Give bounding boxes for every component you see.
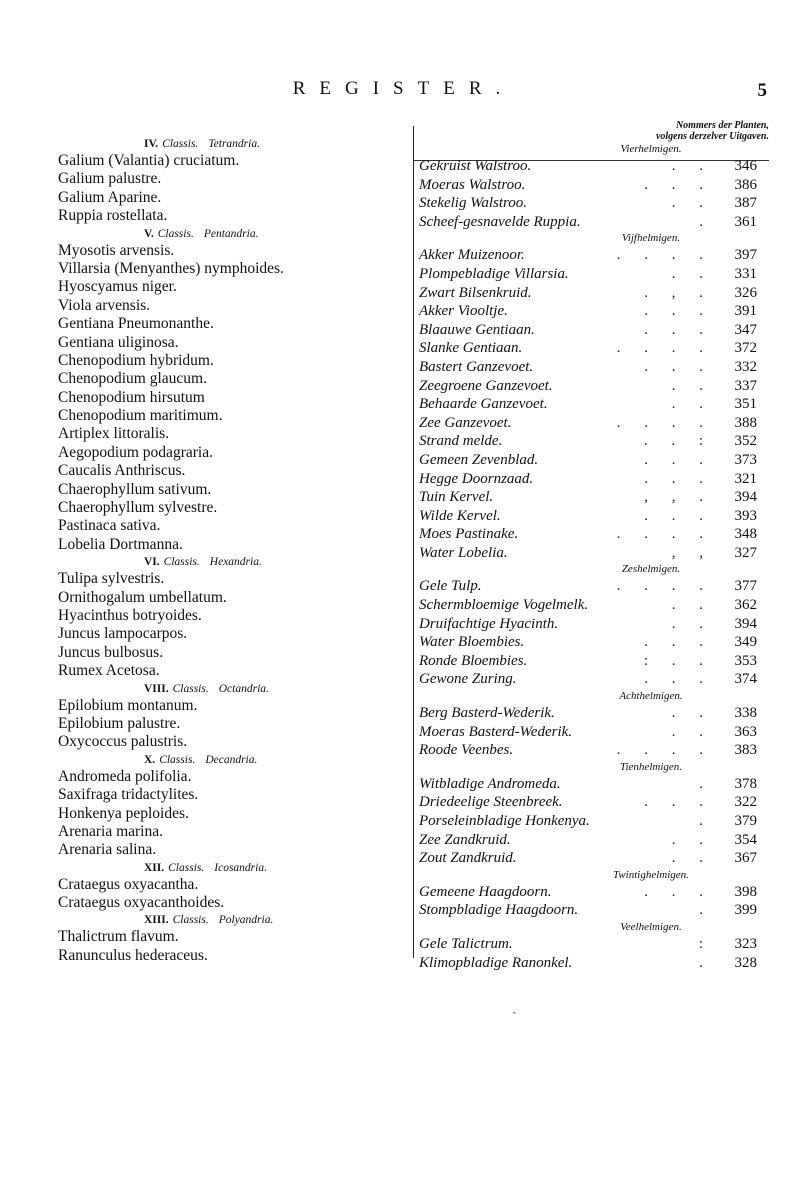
plant-name: Druifachtige Hyacinth. <box>419 615 559 632</box>
dutch-name-entry <box>413 935 769 954</box>
latin-name-entry: Ruppia rostellata. <box>58 207 168 225</box>
column-header-line-2: volgens derzelver Uitgaven. <box>655 131 769 142</box>
dutch-name-entry <box>413 507 769 526</box>
plant-number: 377 <box>734 578 757 595</box>
plant-name: Gemeene Haagdoorn. <box>419 883 552 900</box>
latin-name-entry: Hyacinthus botryoides. <box>58 606 202 624</box>
dutch-name-entry <box>413 265 769 284</box>
dutch-name-entry <box>413 723 769 742</box>
class-label: Classis. <box>162 138 199 150</box>
plant-number: 323 <box>734 935 757 952</box>
latin-name-entry: Chenopodium maritimum. <box>58 407 223 425</box>
class-label: Classis. <box>159 753 196 766</box>
leader-dots: . . . <box>644 671 713 688</box>
latin-name-entry: Crataegus oxyacantha. <box>58 875 199 893</box>
plant-number: 398 <box>734 883 757 900</box>
leader-dots: . . . . <box>616 414 713 431</box>
latin-name-entry: Chenopodium hirsutum <box>58 388 205 406</box>
latin-name-entry: Andromeda polifolia. <box>58 767 192 785</box>
plant-name: Zeegroene Ganzevoet. <box>419 377 553 394</box>
plant-name: Behaarde Ganzevoet. <box>419 396 548 413</box>
leader-dots: . <box>699 213 713 230</box>
class-label: Classis. <box>168 861 205 874</box>
latin-name-entry: Chaerophyllum sylvestre. <box>58 499 218 517</box>
dutch-name-entry <box>413 451 769 470</box>
group-heading: Vijfhelmigen. <box>621 232 681 245</box>
latin-name-entry: Ranunculus hederaceus. <box>58 946 208 964</box>
latin-name-entry: Juncus bulbosus. <box>58 643 164 661</box>
dutch-name-entry <box>413 157 769 176</box>
dutch-name-entry <box>413 302 769 321</box>
leader-dots: . . <box>671 705 713 722</box>
plant-number: 337 <box>734 377 757 394</box>
dutch-name-entry <box>413 284 769 303</box>
latin-name-entry: Tulipa sylvestris. <box>58 570 165 588</box>
plant-number: 327 <box>734 544 757 561</box>
class-label: Classis. <box>172 682 209 695</box>
plant-name: Schermbloemige Vogelmelk. <box>419 597 589 614</box>
plant-number: 386 <box>734 176 757 193</box>
leader-dots: . . . . <box>616 340 713 357</box>
class-heading <box>58 681 388 697</box>
plant-name: Porseleinbladige Honkenya. <box>419 813 590 829</box>
leader-dots: : . . <box>643 652 713 669</box>
dutch-name-entry <box>413 321 769 340</box>
dutch-name-entry <box>413 849 769 868</box>
plant-name: Gewone Zuring. <box>419 671 517 688</box>
class-name: Tetrandria. <box>208 138 260 150</box>
leader-dots: , , <box>671 544 713 561</box>
class-heading <box>58 554 388 570</box>
group-heading: Zeshelmigen. <box>621 563 681 576</box>
dutch-name-entry <box>413 793 769 812</box>
latin-name-entry: Artiplex littoralis. <box>58 425 170 443</box>
latin-name-entry: Thalictrum flavum. <box>58 928 179 946</box>
group-heading: Vierhelmigen. <box>620 143 682 155</box>
latin-name-entry: Rumex Acetosa. <box>58 662 160 680</box>
group-heading: Veelhelmigen. <box>620 920 682 933</box>
latin-name-entry: Hyoscyamus niger. <box>58 278 177 296</box>
latin-name-entry: Viola arvensis. <box>58 296 151 314</box>
plant-name: Zout Zandkruid. <box>419 850 517 867</box>
dutch-name-entry <box>413 395 769 414</box>
class-label: Classis. <box>163 556 200 569</box>
leader-dots: . <box>699 954 713 971</box>
class-label: Classis. <box>157 227 194 240</box>
plant-number: 379 <box>734 813 757 829</box>
dutch-name-entry <box>413 954 769 973</box>
plant-number: 394 <box>734 615 757 632</box>
dutch-name-entry <box>413 488 769 507</box>
plant-name: Akker Viooltje. <box>419 303 508 320</box>
plant-number: 351 <box>734 396 757 413</box>
plant-number: 349 <box>734 634 757 651</box>
plant-name: Gele Tulp. <box>419 578 482 595</box>
leader-dots: . . <box>671 158 713 174</box>
group-heading: Twintighelmigen. <box>613 868 689 881</box>
leader-dots: . . . <box>644 883 713 900</box>
class-heading <box>58 226 388 242</box>
latin-name-entry: Galium Aparine. <box>58 188 162 206</box>
leader-dots: . . <box>671 265 713 282</box>
latin-names-column <box>58 136 388 965</box>
leader-dots: . . . <box>644 321 713 338</box>
class-number: X. <box>144 753 156 766</box>
class-number: XII. <box>144 861 165 874</box>
plant-name: Stompbladige Haagdoorn. <box>419 902 579 919</box>
leader-dots: . . <box>671 850 713 867</box>
plant-name: Gele Talictrum. <box>419 935 513 952</box>
latin-name-entry: Juncus lampocarpos. <box>58 625 188 643</box>
class-number: XIII. <box>144 914 169 927</box>
plant-number: 383 <box>734 742 757 759</box>
plant-number: 332 <box>734 358 757 375</box>
dutch-name-entry <box>413 812 769 831</box>
leader-dots: . . . <box>644 303 713 320</box>
leader-dots: . , . <box>644 284 713 301</box>
plant-number: 387 <box>734 195 757 212</box>
class-number: IV. <box>144 138 159 150</box>
group-heading: Tienhelmigen. <box>619 760 683 773</box>
dutch-entries <box>413 142 769 972</box>
dutch-name-entry <box>413 544 769 563</box>
plant-number: 331 <box>734 265 757 282</box>
class-number: VI. <box>144 556 160 569</box>
plant-name: Zee Ganzevoet. <box>419 414 512 431</box>
plant-name: Blaauwe Gentiaan. <box>419 321 535 338</box>
leader-dots: . . <box>671 195 713 212</box>
latin-name-entry: Epilobium palustre. <box>58 714 181 732</box>
latin-name-entry: Arenaria salina. <box>58 841 157 859</box>
class-heading <box>58 860 388 876</box>
plant-number: 363 <box>734 723 757 740</box>
leader-dots: . . <box>671 831 713 848</box>
plant-name: Scheef-gesnavelde Ruppia. <box>419 213 581 230</box>
leader-dots: . . . . <box>616 526 713 543</box>
plant-number: 353 <box>734 652 757 669</box>
class-name: Hexandria. <box>209 556 262 569</box>
leader-dots: . <box>699 775 713 792</box>
leader-dots: . . . . <box>616 247 713 264</box>
plant-name: Wilde Kervel. <box>419 507 501 524</box>
leader-dots: . . <box>671 396 713 413</box>
plant-number: 348 <box>734 526 757 543</box>
class-label: Classis. <box>172 914 209 927</box>
dutch-name-entry <box>413 883 769 902</box>
latin-name-entry: Chenopodium hybridum. <box>58 351 214 369</box>
plant-name: Water Bloembies. <box>419 634 525 651</box>
leader-dots: . . <box>671 615 713 632</box>
plant-number: 321 <box>734 470 757 487</box>
plant-name: Zwart Bilsenkruid. <box>419 284 532 301</box>
leader-dots: . <box>699 813 713 829</box>
class-name: Pentandria. <box>203 227 259 240</box>
leader-dots: . . . . <box>616 578 713 595</box>
dutch-name-entry <box>413 339 769 358</box>
latin-name-entry: Ornithogalum umbellatum. <box>58 588 227 606</box>
leader-dots: . . : <box>643 433 713 450</box>
latin-name-entry: Chaerophyllum sativum. <box>58 480 212 498</box>
plant-name: Moeras Walstroo. <box>419 176 526 193</box>
latin-name-entry: Galium (Valantia) cruciatum. <box>58 152 240 169</box>
class-heading <box>58 136 388 152</box>
latin-name-entry: Honkenya peploides. <box>58 804 189 822</box>
dutch-name-entry <box>413 470 769 489</box>
plant-name: Water Lobelia. <box>419 544 508 561</box>
latin-name-entry: Aegopodium podagraria. <box>58 443 213 461</box>
plant-number: 397 <box>734 247 757 264</box>
plant-name: Witbladige Andromeda. <box>419 775 561 792</box>
leader-dots: . . . <box>644 358 713 375</box>
dutch-name-entry <box>413 901 769 920</box>
plant-number: 394 <box>734 489 757 506</box>
plant-number: 391 <box>734 303 757 320</box>
class-name: Decandria. <box>205 753 258 766</box>
plant-number: 328 <box>734 954 757 971</box>
plant-number: 354 <box>734 831 757 848</box>
dutch-name-entry <box>413 615 769 634</box>
ink-mark: ˏ <box>512 1000 517 1015</box>
leader-dots: . . . <box>644 176 713 193</box>
plant-name: Zee Zandkruid. <box>419 831 511 848</box>
class-heading <box>58 912 388 928</box>
latin-name-entry: Saxifraga tridactylites. <box>58 786 199 804</box>
latin-name-entry: Gentiana Pneumonanthe. <box>58 315 214 333</box>
plant-name: Berg Basterd-Wederik. <box>419 705 555 722</box>
dutch-name-entry <box>413 176 769 195</box>
latin-name-entry: Epilobium montanum. <box>58 696 198 714</box>
column-header <box>413 120 769 142</box>
dutch-names-column <box>413 120 769 972</box>
dutch-name-entry <box>413 775 769 794</box>
latin-name-entry: Villarsia (Menyanthes) nymphoides. <box>58 259 284 277</box>
latin-name-entry: Chenopodium glaucum. <box>58 370 207 388</box>
plant-name: Plompebladige Villarsia. <box>419 265 569 282</box>
leader-dots: : <box>698 935 713 952</box>
leader-dots: . . <box>671 377 713 394</box>
plant-number: 367 <box>734 850 757 867</box>
plant-number: 326 <box>734 284 757 301</box>
latin-name-entry: Oxycoccus palustris. <box>58 733 188 751</box>
plant-number: 372 <box>734 340 757 357</box>
class-number: VIII. <box>144 682 169 695</box>
plant-name: Gemeen Zevenblad. <box>419 451 539 468</box>
latin-name-entry: Myosotis arvensis. <box>58 241 175 259</box>
plant-number: 374 <box>734 671 757 688</box>
plant-name: Ronde Bloembies. <box>419 652 528 669</box>
dutch-name-entry <box>413 596 769 615</box>
plant-name: Driedeelige Steenbreek. <box>419 794 563 811</box>
plant-number: 347 <box>734 321 757 338</box>
latin-name-entry: Caucalis Anthriscus. <box>58 462 186 480</box>
dutch-name-entry <box>413 670 769 689</box>
plant-name: Hegge Doornzaad. <box>419 470 534 487</box>
plant-number: 378 <box>734 775 757 792</box>
page-number: 5 <box>757 80 767 101</box>
dutch-name-entry <box>413 377 769 396</box>
group-heading: Achthelmigen. <box>619 690 683 703</box>
dutch-name-entry <box>413 414 769 433</box>
plant-number: 338 <box>734 705 757 722</box>
plant-name: Klimopbladige Ranonkel. <box>419 954 573 971</box>
class-name: Polyandria. <box>218 914 274 927</box>
plant-number: 373 <box>734 451 757 468</box>
plant-name: Roode Veenbes. <box>419 742 514 759</box>
plant-name: Moeras Basterd-Wederik. <box>419 723 573 740</box>
plant-number: 322 <box>734 794 757 811</box>
dutch-name-entry <box>413 633 769 652</box>
dutch-name-entry <box>413 358 769 377</box>
class-name: Icosandria. <box>214 861 267 874</box>
latin-name-entry: Crataegus oxyacanthoides. <box>58 894 225 912</box>
column-header-line-1: Nommers der Planten, <box>675 120 769 131</box>
leader-dots: . . . <box>644 507 713 524</box>
dutch-name-entry <box>413 652 769 671</box>
leader-dots: , , . <box>644 489 713 506</box>
plant-name: Bastert Ganzevoet. <box>419 358 534 375</box>
plant-number: 393 <box>734 507 757 524</box>
plant-name: Slanke Gentiaan. <box>419 340 523 357</box>
plant-name: Strand melde. <box>419 433 503 450</box>
latin-name-entry: Arenaria marina. <box>58 822 163 840</box>
class-number: V. <box>144 227 154 240</box>
dutch-name-entry <box>413 213 769 232</box>
dutch-name-entry <box>413 704 769 723</box>
latin-name-entry: Galium palustre. <box>58 170 162 188</box>
plant-name: Tuin Kervel. <box>419 489 494 506</box>
latin-name-entry: Lobelia Dortmanna. <box>58 535 183 553</box>
dutch-name-entry <box>413 577 769 596</box>
plant-name: Stekelig Walstroo. <box>419 195 528 212</box>
plant-name: Moes Pastinake. <box>419 526 519 543</box>
dutch-name-entry <box>413 525 769 544</box>
leader-dots: . . . . <box>616 742 713 759</box>
leader-dots: . . . <box>644 634 713 651</box>
leader-dots: . . <box>671 597 713 614</box>
plant-number: 352 <box>734 433 757 450</box>
dutch-name-entry <box>413 432 769 451</box>
class-name: Octandria. <box>218 682 269 695</box>
page-title: REGISTER. <box>292 78 515 99</box>
latin-name-entry: Gentiana uliginosa. <box>58 333 179 351</box>
leader-dots: . . . <box>644 470 713 487</box>
latin-name-entry: Pastinaca sativa. <box>58 517 161 535</box>
plant-number: 361 <box>734 213 757 230</box>
leader-dots: . . <box>671 723 713 740</box>
plant-number: 346 <box>734 158 757 174</box>
plant-number: 362 <box>734 597 757 614</box>
plant-name: Gekruist Walstroo. <box>419 158 532 174</box>
leader-dots: . . . <box>644 794 713 811</box>
class-heading <box>58 752 388 768</box>
dutch-name-entry <box>413 246 769 265</box>
dutch-name-entry <box>413 831 769 850</box>
dutch-name-entry <box>413 194 769 213</box>
leader-dots: . <box>699 902 713 919</box>
plant-number: 388 <box>734 414 757 431</box>
leader-dots: . . . <box>644 451 713 468</box>
dutch-name-entry <box>413 741 769 760</box>
plant-name: Akker Muizenoor. <box>419 247 525 264</box>
plant-number: 399 <box>734 902 757 919</box>
